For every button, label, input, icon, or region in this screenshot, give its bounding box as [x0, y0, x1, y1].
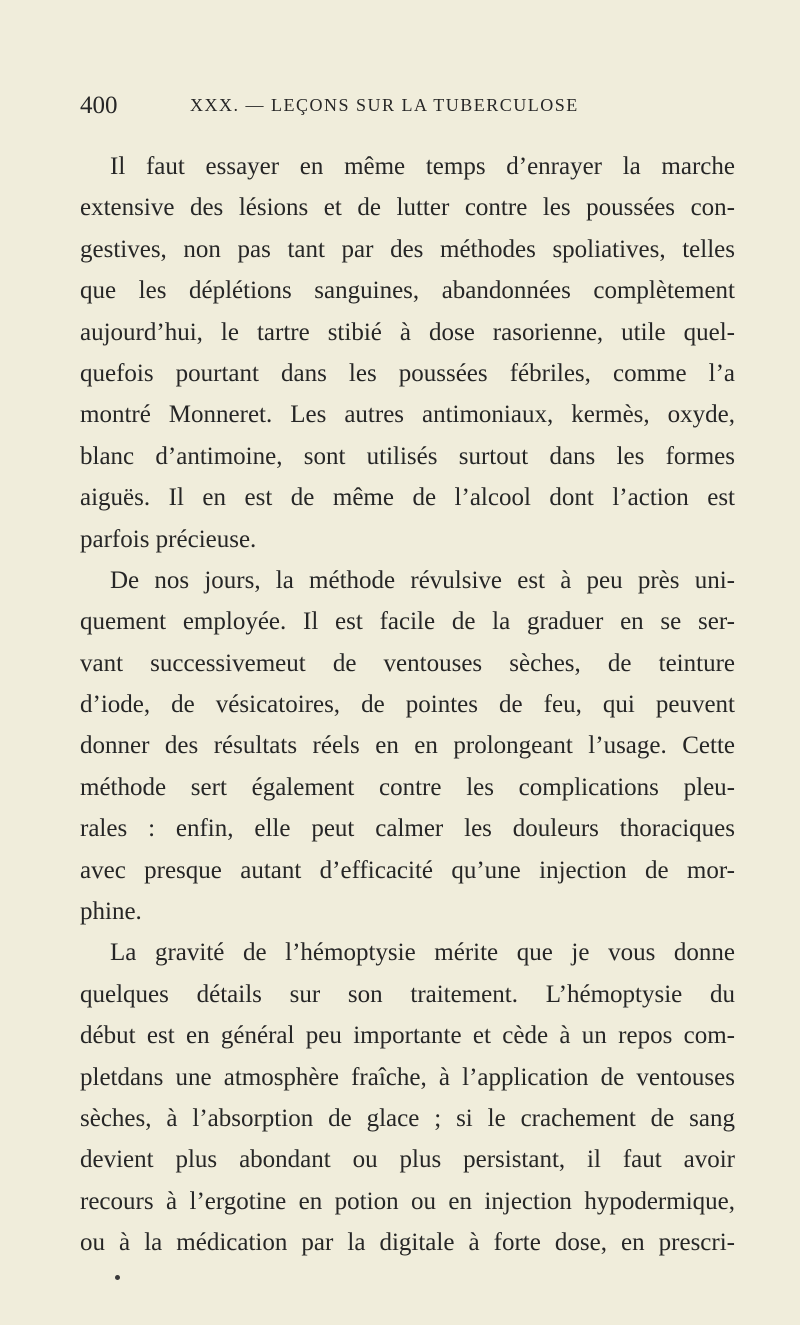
text-line: De nos jours, la méthode révulsive est à peu près uni-	[110, 566, 735, 594]
text-line: rales : enfin, elle peut calmer les douleurs thoraciques	[80, 815, 735, 843]
text-line: Il faut essayer en même temps d’enrayer la marche	[110, 153, 735, 180]
body-text	[80, 146, 735, 1264]
text-line: parfois précieuse.	[80, 525, 257, 553]
ink-speck	[115, 1275, 120, 1280]
text-line: ou à la médication par la digitale à forte dose, en prescri-	[80, 1229, 735, 1257]
text-line: d’iode, de vésicatoires, de pointes de feu, qui peuvent	[80, 691, 735, 719]
text-line: montré Monneret. Les autres antimoniaux, kermès, oxyde,	[80, 401, 735, 429]
page-number: 400	[80, 92, 118, 119]
text-line: gestives, non pas tant par des méthodes spoliatives, telles	[80, 235, 735, 263]
text-line: donner des résultats réels en en prolongeant l’usage. Cette	[80, 732, 735, 760]
text-line: recours à l’ergotine en potion ou en injection hypodermique,	[80, 1187, 735, 1215]
text-line: quelques détails sur son traitement. L’hémoptysie du	[80, 980, 735, 1008]
running-header	[80, 92, 700, 122]
text-line: La gravité de l’hémoptysie mérite que je vous donne	[110, 939, 735, 967]
text-line: début est en général peu importante et cède à un repos com-	[80, 1022, 735, 1050]
text-line: vant successivemeut de ventouses sèches, de teinture	[80, 649, 735, 677]
text-line: blanc d’antimoine, sont utilisés surtout dans les formes	[80, 442, 735, 470]
text-line: devient plus abondant ou plus persistant, il faut avoir	[80, 1146, 735, 1174]
text-line: avec presque autant d’efficacité qu’une injection de mor-	[80, 856, 735, 884]
text-line: sèches, à l’absorption de glace ; si le crachement de sang	[80, 1104, 735, 1132]
text-line: extensive des lésions et de lutter contre les poussées con-	[80, 194, 735, 222]
running-title: XXX. — LEÇONS SUR LA TUBERCULOSE	[190, 95, 579, 115]
text-line: quefois pourtant dans les poussées fébriles, comme l’a	[80, 359, 735, 387]
text-line: aujourd’hui, le tartre stibié à dose rasorienne, utile quel-	[80, 318, 735, 346]
text-line: quement employée. Il est facile de la graduer en se ser-	[80, 608, 735, 636]
text-line: que les déplétions sanguines, abandonnées complètement	[80, 277, 735, 305]
text-line: aiguës. Il en est de même de l’alcool dont l’action est	[80, 484, 735, 512]
text-line: méthode sert également contre les complications pleu-	[80, 773, 735, 801]
text-line: pletdans une atmosphère fraîche, à l’application de ventouses	[80, 1063, 735, 1091]
text-line: phine.	[80, 898, 142, 926]
